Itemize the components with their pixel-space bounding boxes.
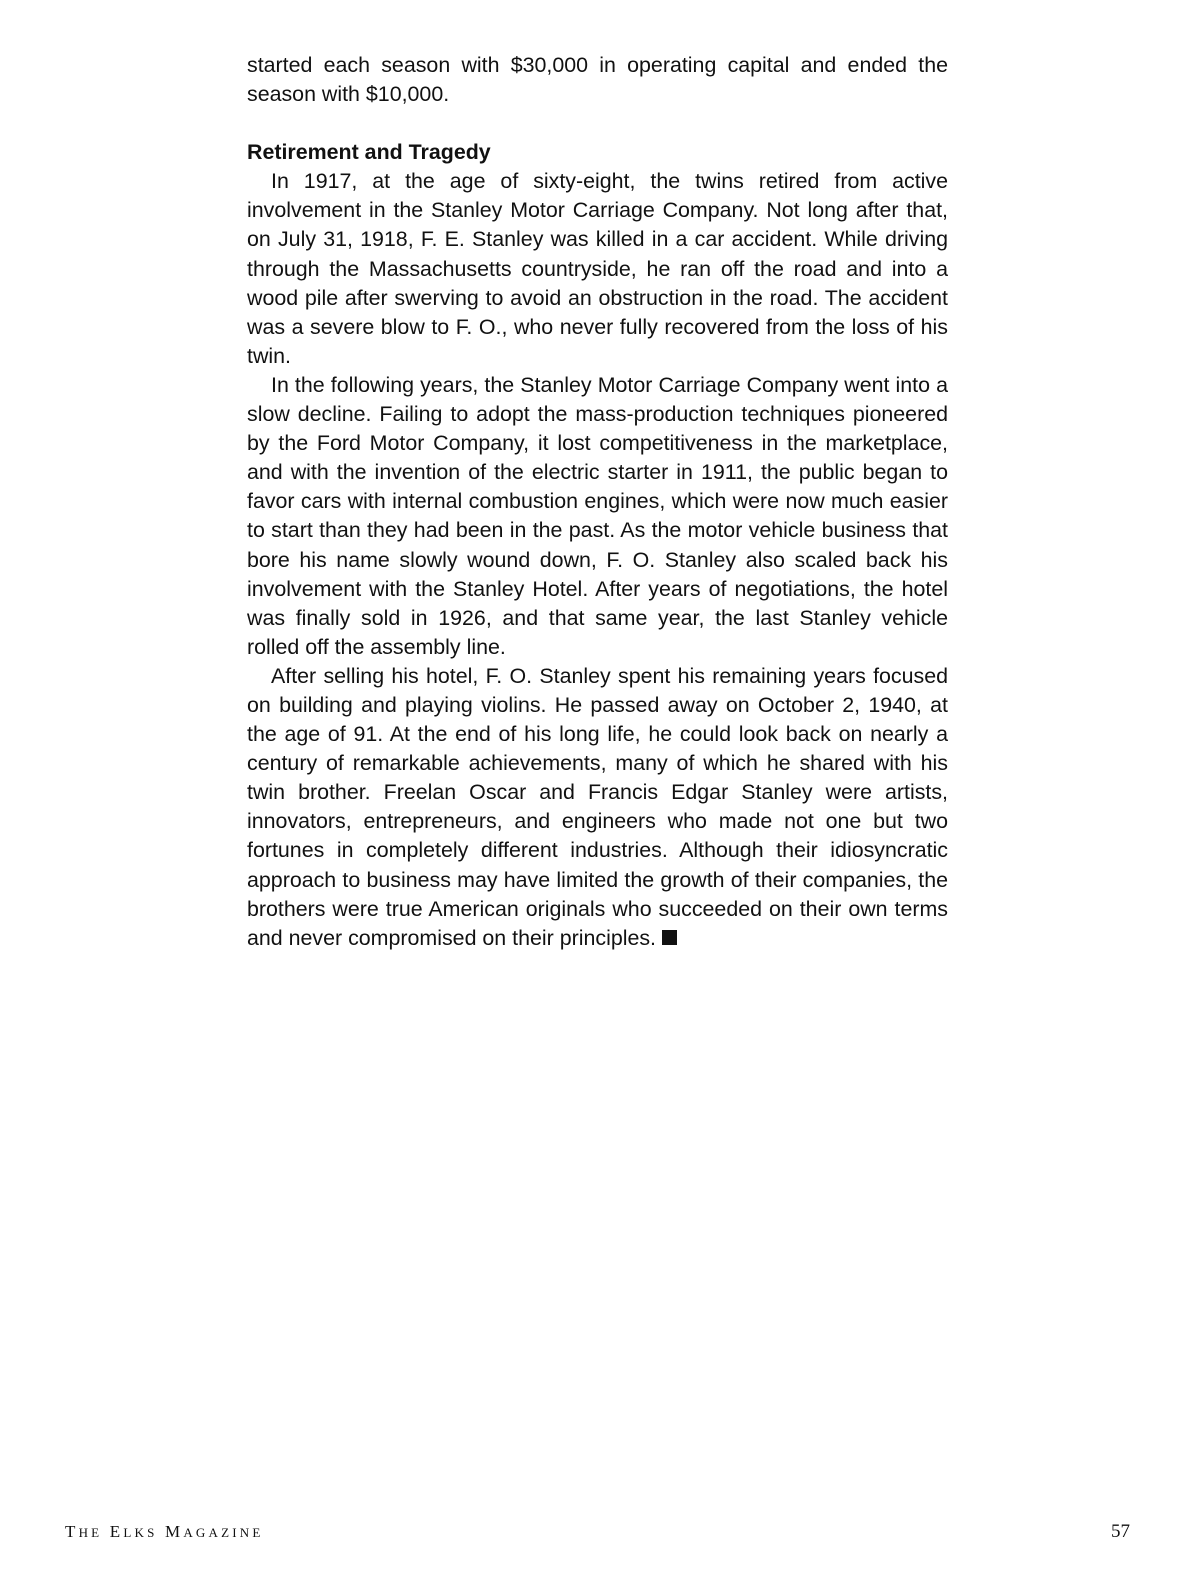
section-heading: Retirement and Tragedy <box>247 140 491 165</box>
paragraph: In 1917, at the age of sixty-eight, the twins retired from active involvement in the Stanley Motor Carriage Company. Not long after that, on July 31, 1918, F. E. Stanley was killed in a car accident. While driving through the Massachusetts countryside, he ran off the road and into a wood pile after swerving to avoid an obstruction in the road. The accident was a severe blow to F. O., who never fully recovered from the loss of his twin. <box>247 169 948 368</box>
publication-name <box>65 1522 264 1542</box>
publication-elks-rest: LKS <box>123 1525 158 1540</box>
publication-magazine-rest: AGAZINE <box>183 1525 264 1540</box>
publication-magazine-initial: M <box>165 1522 184 1541</box>
publication-the-initial: T <box>65 1522 79 1541</box>
paragraph-final <box>247 662 948 953</box>
paragraph-final-text: After selling his hotel, F. O. Stanley spent his remaining years focused on building and playing violins. He passed away on October 2, 1940, at the age of 91. At the end of his long life, he could look back on nearly a century of remarkable achievements, many of which he shared with his twin brother. Freelan Oscar and Francis Edgar Stanley were artists, innovators, entrepreneurs, and engineers who made not one but two fortunes in completely different industries. Although their idiosyncratic approach to business may have limited the growth of their companies, the brothers were true American originals who succeeded on their own terms and never compromised on their principles. <box>247 663 948 950</box>
continuation-paragraph: started each season with $30,000 in operating capital and ended the season with $10,000. <box>247 53 948 107</box>
publication-elks-initial: E <box>109 1522 124 1541</box>
article-body <box>247 51 948 953</box>
end-of-article-square-icon <box>662 930 677 945</box>
page-number: 57 <box>1111 1521 1130 1542</box>
publication-the-rest: HE <box>78 1525 103 1540</box>
paragraph: In the following years, the Stanley Motor Carriage Company went into a slow decline. Failing to adopt the mass-production techniques pioneered by the Ford Motor Company, it lost competitiveness in the marketplace, and with the invention of the electric starter in 1911, the public began to favor cars with internal combustion engines, which were now much easier to start than they had been in the past. As the motor vehicle business that bore his name slowly wound down, F. O. Stanley also scaled back his involvement with the Stanley Hotel. After years of negotiations, the hotel was finally sold in 1926, and that same year, the last Stanley vehicle rolled off the assembly line. <box>247 372 948 659</box>
